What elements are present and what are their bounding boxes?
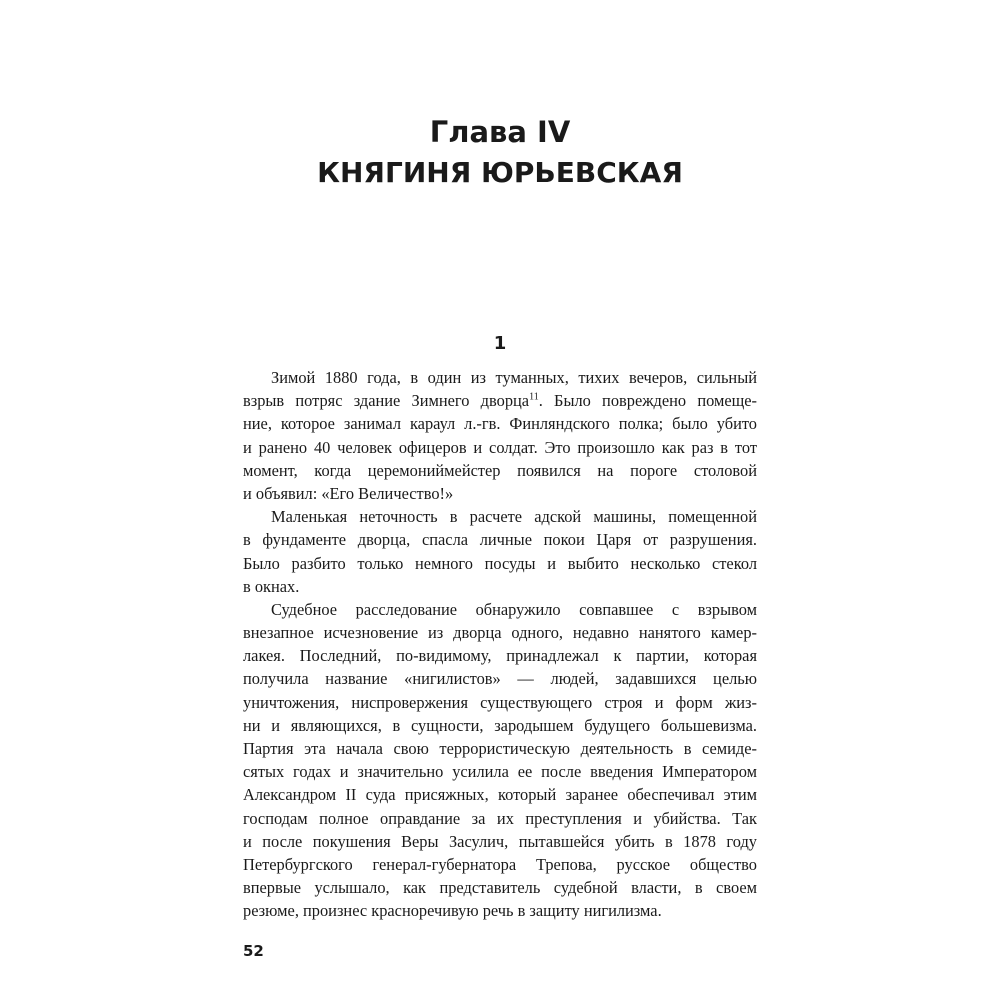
text-line: Партия эта начала свою террористическую деятельность в семиде-: [243, 739, 757, 758]
text-line: ние, которое занимал караул л.-гв. Финляндского полка; было убито: [243, 414, 757, 434]
text-line: Маленькая неточность в расчете адской машины, помещенной: [271, 507, 757, 527]
text-line: Было разбито только немного посуды и выбито несколько стекол: [243, 553, 757, 573]
text-line: резюме, произнес красноречивую речь в защиту нигилизма.: [243, 901, 662, 921]
text-line: в окнах.: [243, 576, 300, 596]
text-line: Александром II суда присяжных, который заранее обеспечивал этим: [243, 785, 757, 805]
text-line: уничтожения, ниспровержения существующего строя и форм жиз-: [243, 692, 757, 712]
text-line: сятых годах и значительно усилила ее после введения Императором: [243, 762, 757, 782]
chapter-title: КНЯГИНЯ ЮРЬЕВСКАЯ: [317, 156, 683, 189]
text-line: взрыв потряс здание Зимнего дворца$^{11}$. Было повреждено помеще-: [243, 391, 757, 411]
text-line: в фундаменте дворца, спасла личные покои Царя от разрушения.: [243, 530, 757, 550]
text-line: и после покушения Веры Засулич, пытавшейся убить в 1878 году: [243, 831, 757, 851]
text-line: и ранено 40 человек офицеров и солдат. Это произошло как раз в тот: [243, 437, 757, 457]
text-line: Петербургского генерал-губернатора Трепова, русское общество: [243, 854, 757, 874]
text-line: господам полное оправдание за их преступления и убийства. Так: [243, 808, 757, 828]
text-line: момент, когда церемониймейстер появился на пороге столовой: [243, 460, 757, 480]
section-number: 1: [493, 333, 507, 354]
chapter-label: Глава IV: [429, 115, 571, 149]
text-line: Судебное расследование обнаружило совпавшее с взрывом: [271, 599, 757, 619]
text-line: ни и являющихся, в сущности, зародышем будущего большевизма.: [243, 715, 757, 735]
text-line: получила название «нигилистов» — людей, задавшихся целью: [243, 669, 757, 689]
text-line: и объявил: «Его Величество!»: [243, 483, 454, 503]
text-line: впервые услышало, как представитель судебной власти, в своем: [243, 878, 757, 898]
footnote-reference[interactable]: 11: [529, 391, 539, 403]
text-line: лакея. Последний, по-видимому, принадлежал к партии, которая: [243, 646, 757, 666]
body-text: [243, 366, 757, 923]
text-line: Зимой 1880 года, в один из туманных, тихих вечеров, сильный: [271, 368, 757, 387]
text-line: внезапное исчезновение из дворца одного, недавно нанятого камер-: [243, 623, 757, 643]
page-number: 52: [243, 942, 264, 960]
